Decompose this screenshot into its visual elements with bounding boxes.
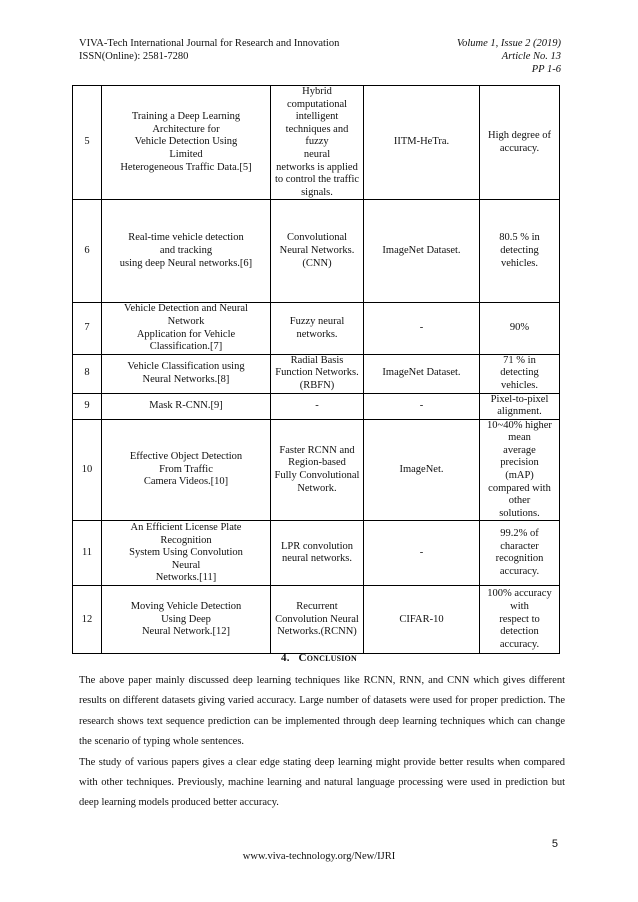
cell-line: detecting: [500, 367, 539, 379]
cell-line: solutions.: [499, 507, 540, 519]
paper-title-cell: [102, 521, 271, 586]
table-row: [73, 521, 560, 586]
result-cell: [480, 419, 560, 521]
journal-header: [79, 37, 339, 63]
cell-line: Vehicle Classification using: [127, 361, 245, 373]
cell-line: character: [500, 540, 539, 552]
cell-line: vehicles.: [500, 379, 539, 391]
cell-line: Camera Videos.[10]: [143, 476, 229, 488]
cell-line: Mask R-CNN.[9]: [149, 399, 223, 411]
cell-line: Effective Object Detection: [129, 451, 243, 463]
cell-line: signals.: [301, 186, 333, 198]
section-title: Conclusion: [298, 652, 357, 664]
cell-line: accuracy.: [499, 566, 540, 578]
cell-line: Convolutional: [286, 232, 348, 244]
technique-cell: [271, 86, 364, 200]
cell-line: Neural Network.[12]: [141, 626, 231, 638]
cell-line: Classification.[7]: [149, 341, 223, 353]
table-row: [73, 419, 560, 521]
row-number-cell: [73, 586, 102, 654]
cell-line: other: [508, 495, 531, 507]
cell-line: with: [510, 601, 529, 613]
technique-cell: [271, 521, 364, 586]
result-cell: [480, 86, 560, 200]
cell-line: -: [419, 399, 424, 411]
cell-line: Heterogeneous Traffic Data.[5]: [120, 161, 252, 173]
cell-line: accuracy.: [499, 638, 540, 650]
cell-line: Recurrent: [296, 601, 338, 613]
cell-line: and tracking: [159, 245, 213, 257]
cell-line: Fully Convolutional: [274, 470, 360, 482]
cell-line: 12: [81, 613, 93, 625]
cell-line: 10: [81, 463, 93, 475]
cell-line: Region-based: [288, 457, 346, 469]
cell-line: 8: [84, 367, 90, 379]
paper-title-cell: [102, 303, 271, 354]
cell-line: -: [315, 399, 319, 411]
table-row: [73, 586, 560, 654]
row-number-cell: [73, 521, 102, 586]
row-number-cell: [73, 393, 102, 419]
cell-line: using deep Neural networks.[6]: [119, 257, 253, 269]
technique-cell: [271, 393, 364, 419]
paper-title-cell: [102, 393, 271, 419]
dataset-cell: [364, 200, 480, 303]
conclusion-body: [79, 671, 565, 814]
conclusion-paragraph: The above paper mainly discussed deep learning techniques like RCNN, RNN, and CNN which gives different results on different datasets giving varied accuracy. Large number of datasets were used for proper prediction. The research shows text sequence prediction can be implemented through deep learning techniques which can change the scenario of typing whole sentences.: [79, 675, 565, 748]
cell-line: compared with: [488, 482, 551, 494]
cell-line: 99.2% of: [500, 528, 539, 540]
result-cell: [480, 521, 560, 586]
dataset-cell: [364, 521, 480, 586]
cell-line: Real-time vehicle detection: [128, 232, 244, 244]
footer-url: www.viva-technology.org/New/IJRI: [242, 851, 396, 862]
paper-title-cell: [102, 354, 271, 393]
cell-line: Radial Basis: [290, 354, 344, 366]
cell-line: techniques and fuzzy: [285, 123, 349, 148]
cell-line: neural networks.: [282, 553, 352, 565]
cell-line: From Traffic: [159, 463, 213, 475]
cell-line: 6: [84, 245, 90, 257]
cell-line: Neural Networks.: [279, 245, 355, 257]
cell-line: An Efficient License Plate: [130, 521, 242, 533]
cell-line: Limited: [169, 148, 203, 160]
cell-line: System Using Convolution: [129, 547, 243, 559]
cell-line: 11: [81, 547, 93, 559]
row-number-cell: [73, 200, 102, 303]
table-row: [73, 86, 560, 200]
cell-line: networks is applied: [276, 161, 358, 173]
cell-line: LPR convolution: [280, 540, 354, 552]
cell-line: vehicles.: [500, 257, 539, 269]
cell-line: respect to: [499, 613, 540, 625]
cell-line: 100% accuracy: [487, 588, 552, 600]
cell-line: Neural Networks.[8]: [142, 373, 230, 385]
cell-line: alignment.: [497, 406, 542, 418]
cell-line: ImageNet.: [399, 463, 444, 475]
cell-line: Network: [167, 315, 205, 327]
cell-line: 5: [84, 136, 90, 148]
cell-line: Fuzzy neural: [289, 315, 345, 327]
cell-line: -: [419, 547, 424, 559]
section-heading: [0, 652, 638, 664]
result-cell: [480, 303, 560, 354]
cell-line: detecting: [500, 245, 539, 257]
volume-issue: Volume 1, Issue 2 (2019): [456, 38, 561, 49]
cell-line: 10~40% higher: [487, 419, 552, 431]
cell-line: average precision: [500, 444, 539, 469]
cell-line: Training a Deep Learning: [131, 111, 241, 123]
cell-line: Pixel-to-pixel: [490, 393, 549, 405]
article-number: Article No. 13: [501, 51, 561, 62]
cell-line: networks.: [296, 328, 338, 340]
cell-line: 9: [84, 399, 90, 411]
cell-line: (RBFN): [299, 379, 335, 391]
dataset-cell: [364, 419, 480, 521]
cell-line: to control the traffic: [274, 174, 360, 186]
paper-title-cell: [102, 200, 271, 303]
cell-line: Application for Vehicle: [136, 328, 236, 340]
cell-line: Convolution Neural: [275, 613, 359, 625]
technique-cell: [271, 419, 364, 521]
paper-title-cell: [102, 86, 271, 200]
page-range: PP 1-6: [531, 64, 561, 75]
dataset-cell: [364, 303, 480, 354]
technique-cell: [271, 354, 364, 393]
technique-cell: [271, 586, 364, 654]
table-row: [73, 200, 560, 303]
cell-line: Recognition: [160, 534, 212, 546]
cell-line: Neural: [171, 559, 201, 571]
row-number-cell: [73, 303, 102, 354]
cell-line: (mAP): [505, 470, 534, 482]
technique-cell: [271, 200, 364, 303]
cell-line: computational: [286, 98, 348, 110]
cell-line: mean: [508, 432, 531, 444]
row-number-cell: [73, 354, 102, 393]
cell-line: 80.5 % in: [499, 232, 540, 244]
cell-line: neural: [303, 148, 331, 160]
cell-line: ImageNet Dataset.: [382, 367, 461, 379]
table-row: [73, 354, 560, 393]
cell-line: Hybrid: [302, 86, 332, 97]
cell-line: Vehicle Detection Using: [134, 136, 238, 148]
cell-line: CIFAR-10: [399, 613, 444, 625]
journal-name: VIVA-Tech International Journal for Research and Innovation: [79, 38, 340, 49]
dataset-cell: [364, 86, 480, 200]
literature-survey-table: [72, 85, 560, 654]
cell-line: detection: [500, 626, 539, 638]
cell-line: 7: [84, 322, 90, 334]
paper-title-cell: [102, 586, 271, 654]
result-cell: [480, 200, 560, 303]
cell-line: ImageNet Dataset.: [382, 245, 461, 257]
cell-line: Vehicle Detection and Neural: [124, 303, 248, 315]
result-cell: [480, 393, 560, 419]
result-cell: [480, 586, 560, 654]
cell-line: Using Deep: [161, 613, 211, 625]
cell-line: High degree of: [488, 130, 551, 142]
row-number-cell: [73, 86, 102, 200]
paper-title-cell: [102, 419, 271, 521]
cell-line: recognition: [495, 553, 544, 565]
cell-line: Networks.(RCNN): [277, 626, 357, 638]
cell-line: Architecture for: [152, 123, 220, 135]
issue-header: [457, 37, 561, 76]
cell-line: 90%: [509, 322, 530, 334]
technique-cell: [271, 303, 364, 354]
section-number: 4.: [281, 652, 290, 664]
cell-line: Faster RCNN and: [279, 444, 355, 456]
row-number-cell: [73, 419, 102, 521]
dataset-cell: [364, 586, 480, 654]
cell-line: Moving Vehicle Detection: [130, 601, 242, 613]
conclusion-paragraph: The study of various papers gives a clear edge stating deep learning might provide better results when compared with other techniques. Previously, machine learning and natural language processing were used in prediction but deep learning models produced better accuracy.: [79, 756, 565, 809]
cell-line: IITM-HeTra.: [393, 136, 450, 148]
cell-line: -: [419, 322, 424, 334]
dataset-cell: [364, 393, 480, 419]
result-cell: [480, 354, 560, 393]
cell-line: Network.: [297, 482, 337, 494]
table-row: [73, 303, 560, 354]
cell-line: (CNN): [302, 257, 332, 269]
cell-line: Function Networks.: [275, 367, 359, 379]
table-row: [73, 393, 560, 419]
page-number: 5: [551, 838, 558, 850]
dataset-cell: [364, 354, 480, 393]
issn: ISSN(Online): 2581-7280: [79, 51, 189, 62]
cell-line: Networks.[11]: [155, 572, 217, 584]
cell-line: 71 % in: [503, 354, 536, 366]
cell-line: intelligent: [295, 111, 339, 123]
cell-line: accuracy.: [499, 142, 540, 154]
